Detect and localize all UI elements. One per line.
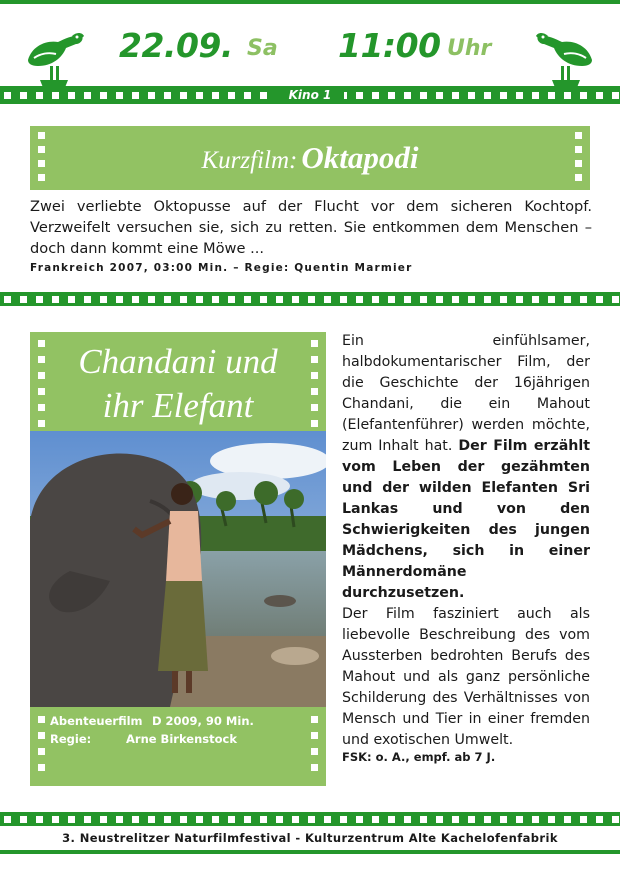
genre-value: D 2009, 90 Min. bbox=[152, 714, 254, 728]
time-unit: Uhr bbox=[447, 36, 492, 61]
description-intro: Ein einfühlsamer, halbdokumentarischer Film, der die Geschichte der 16jährigen Chandani, die ein Mahout (Elefantenführer) werden möchte, zum Inhalt hat. bbox=[342, 333, 590, 454]
main-film-title: Chandani und ihr Elefant bbox=[78, 342, 278, 425]
screening-weekday: Sa bbox=[247, 36, 278, 61]
short-film-credit: Frankreich 2007, 03:00 Min. – Regie: Quentin Marmier bbox=[30, 262, 413, 274]
festival-footer: 3. Neustrelitzer Naturfilmfestival - Kulturzentrum Alte Kachelofenfabrik bbox=[62, 831, 558, 845]
top-border-line bbox=[0, 0, 620, 4]
film-strip-middle bbox=[0, 292, 620, 306]
bottom-border-line bbox=[0, 850, 620, 854]
bird-logo-icon bbox=[532, 24, 598, 94]
director-label: Regie: bbox=[50, 732, 92, 746]
short-film-label: Kurzfilm: bbox=[201, 147, 298, 174]
screening-date: 22.09. bbox=[119, 26, 233, 65]
age-rating: FSK: o. A., empf. ab 7 J. bbox=[342, 750, 496, 764]
short-film-description: Zwei verliebte Oktopusse auf der Flucht vor dem sicheren Kochtopf. Verzweifelt versuchen sie, sich zu retten. Sie entkommen dem Menschen – doch dann kommt eine Möwe ... bbox=[30, 198, 592, 257]
main-film-description bbox=[342, 331, 590, 751]
description-more: Der Film fasziniert auch als liebevolle Beschreibung des vom Aussterben bedrohten Berufs des Mahout und als ganz persönliche Schilderung des Verhältnisses von Mensch und Tier in einer fremden und exotischen Umwelt. bbox=[342, 606, 590, 748]
film-still-photo bbox=[30, 431, 326, 707]
description-highlight: Der Film erzählt vom Leben der gezähmten und der wilden Elefanten Sri Lankas und von den Schwierigkeiten des jungen Mädchens, sich in einer Männerdomäne durchzusetzen. bbox=[342, 438, 591, 601]
short-film-title bbox=[30, 126, 590, 190]
film-strip-bottom bbox=[0, 812, 620, 826]
bird-logo-icon bbox=[22, 24, 88, 94]
film-director-row bbox=[50, 732, 237, 746]
venue-label: Kino 1 bbox=[288, 88, 332, 102]
short-film-name: Oktapodi bbox=[301, 140, 419, 175]
screening-time: 11:00 bbox=[338, 26, 441, 65]
film-genre-row bbox=[50, 714, 254, 728]
director-value: Arne Birkenstock bbox=[126, 732, 237, 746]
genre-label: Abenteuerfilm bbox=[50, 714, 143, 728]
